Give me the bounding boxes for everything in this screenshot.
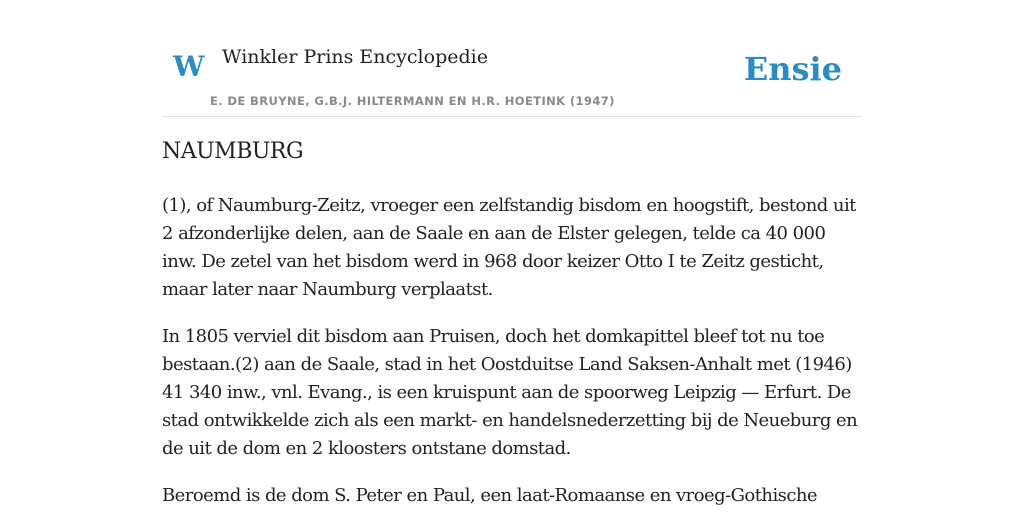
- entry-title: NAUMBURG: [162, 139, 304, 164]
- entry-body: [162, 192, 862, 512]
- publication-title[interactable]: Winkler Prins Encyclopedie: [222, 46, 488, 68]
- entry-paragraph-3: Beroemd is de dom S. Peter en Paul, een laat-Romaanse en vroeg-Gothische: [162, 485, 818, 506]
- publication-header: [162, 40, 862, 117]
- entry-paragraph-2: In 1805 verviel dit bisdom aan Pruisen, doch het domkapittel bleef tot nu toe bestaan.(2) aan de Saale, stad in het Oostduitse Land Saksen-Anhalt met (1946) 41 340 inw., vnl. Evang., is een kruispunt aan de spoorweg Leipzig — Erfurt. De stad ontwikkelde zich als een markt- en handelsnederzetting bij de Neueburg en de uit de dom en 2 kloosters ontstane domstad.: [162, 326, 858, 459]
- entry-paragraph-1: (1), of Naumburg-Zeitz, vroeger een zelfstandig bisdom en hoogstift, bestond uit 2 afzonderlijke delen, aan de Saale en aan de Elster gelegen, telde ca 40 000 inw. De zetel van het bisdom werd in 968 door keizer Otto I te Zeitz gesticht, maar later naar Naumburg verplaatst.: [162, 195, 856, 300]
- publication-authors: E. DE BRUYNE, G.B.J. HILTERMANN EN H.R. HOETINK (1947): [210, 94, 615, 108]
- ensie-brand-logo[interactable]: Ensie: [743, 50, 842, 88]
- publication-logo[interactable]: W: [173, 50, 205, 83]
